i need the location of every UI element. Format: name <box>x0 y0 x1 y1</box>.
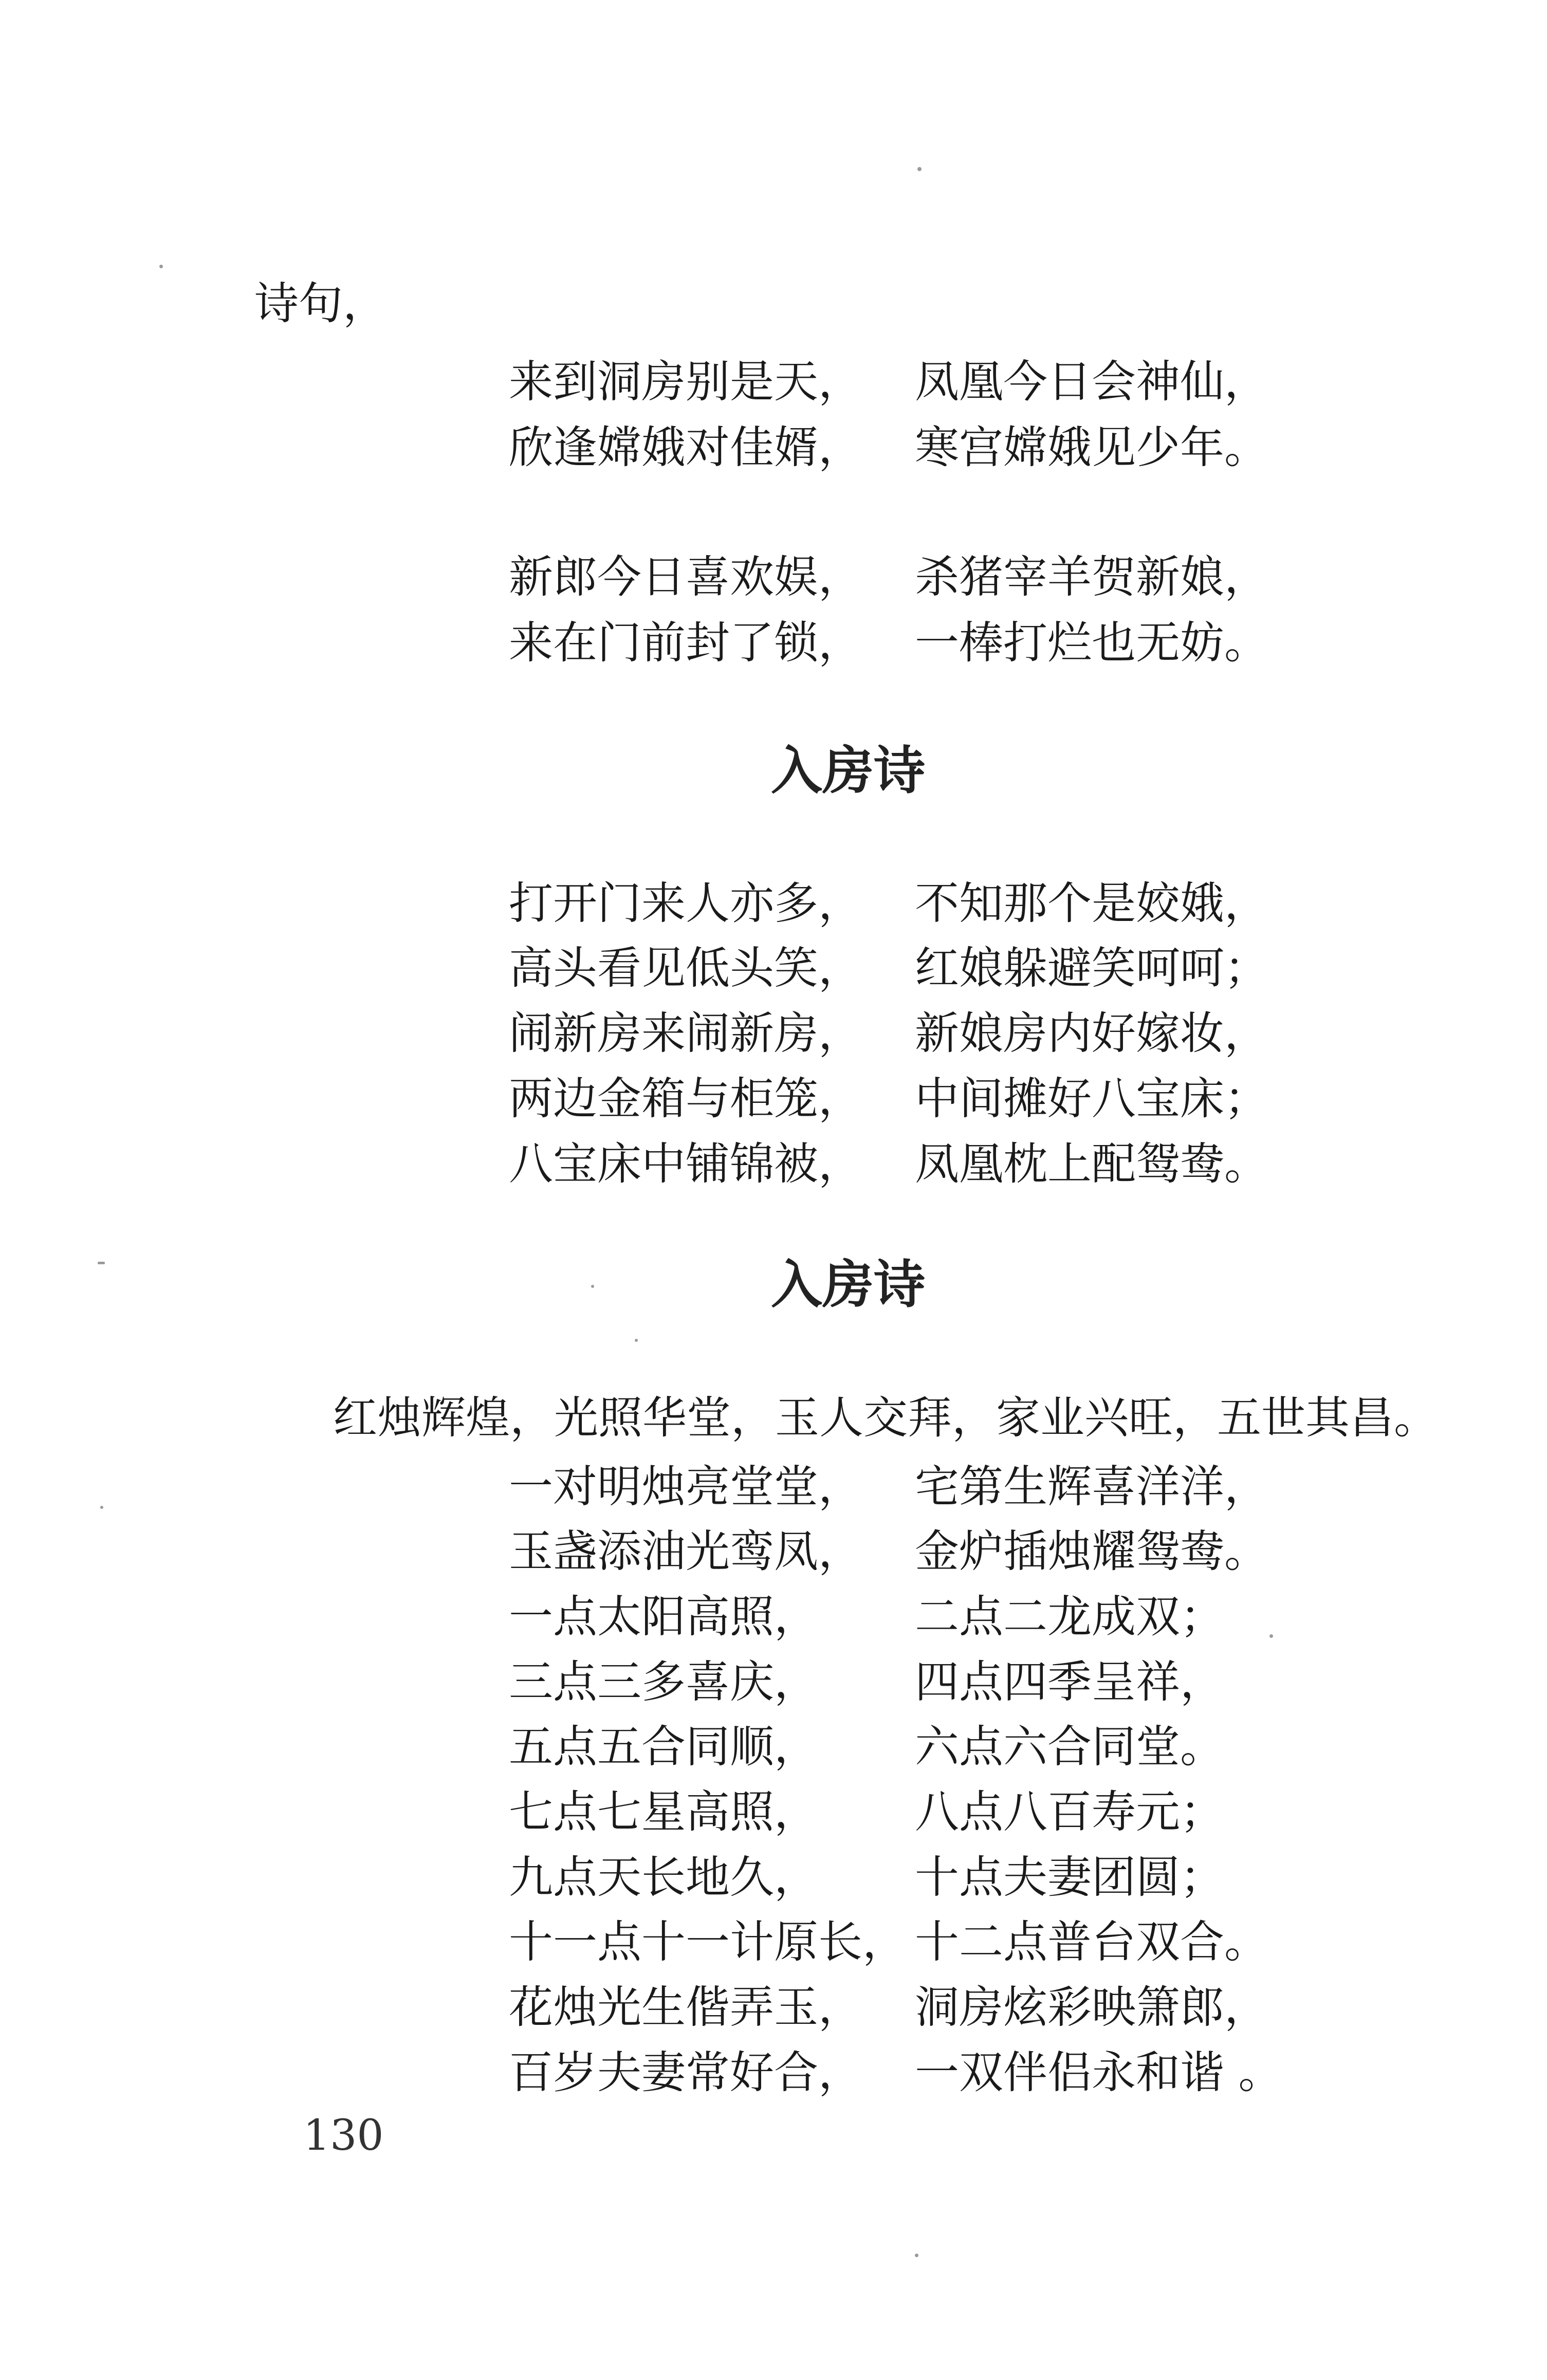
couplet-first-half: 来在门前封了锁， <box>509 617 862 669</box>
couplet-first-half: 五点五合同顺， <box>509 1721 818 1773</box>
couplet-second-half: 中间摊好八宝床； <box>915 1073 1268 1124</box>
couplet-second-half: 十二点普台双合。 <box>915 1916 1268 1968</box>
intro-text: 诗句， <box>254 278 387 329</box>
couplet-second-half: 杀猪宰羊贺新娘， <box>915 551 1268 603</box>
couplet-line <box>509 871 1331 936</box>
couplet-first-half: 百岁夫妻常好合， <box>509 2047 862 2098</box>
couplet-first-half: 八宝床中铺锦被， <box>509 1138 862 1190</box>
couplet-line <box>509 1780 1331 1844</box>
couplet-line <box>509 1001 1331 1066</box>
couplet-line <box>509 936 1331 1001</box>
couplet-second-half: 一双伴侣永和谐 。 <box>915 2047 1283 2098</box>
couplet-line <box>509 1132 1331 1196</box>
couplet-line <box>509 1454 1331 1519</box>
couplet-first-half: 一点太阳高照， <box>509 1591 818 1643</box>
couplet-second-half: 八点八百寿元； <box>915 1786 1224 1838</box>
couplet-first-half: 两边金箱与柜笼， <box>509 1073 862 1124</box>
couplet-line <box>509 1584 1331 1649</box>
section-heading: 入房诗 <box>771 1254 925 1315</box>
couplet-line <box>509 1845 1331 1910</box>
couplet-second-half: 洞房炫彩映箫郎， <box>915 1982 1268 2033</box>
couplet-first-half: 七点七星高照， <box>509 1786 818 1838</box>
couplet-line <box>509 545 1331 610</box>
couplet-line <box>509 1714 1331 1779</box>
couplet-second-half: 宅第生辉喜洋洋， <box>915 1461 1268 1512</box>
couplet-second-half: 新娘房内好嫁妆， <box>915 1008 1268 1059</box>
couplet-line <box>509 1519 1331 1584</box>
scan-speck <box>635 1339 638 1342</box>
scan-speck <box>1269 1634 1273 1638</box>
couplet-first-half: 玉盏添油光鸾凤， <box>509 1526 862 1577</box>
couplet-first-half: 欣逢嫦娥对佳婿， <box>509 422 862 473</box>
couplet-line <box>509 1910 1331 1975</box>
couplet-first-half: 九点天长地久， <box>509 1852 818 1903</box>
scan-speck <box>917 167 922 171</box>
couplet-second-half: 红娘躲避笑呵呵； <box>915 943 1268 994</box>
couplet-second-half: 金炉插烛耀鸳鸯。 <box>915 1526 1268 1577</box>
couplet-second-half: 六点六合同堂。 <box>915 1721 1224 1773</box>
couplet-second-half: 二点二龙成双； <box>915 1591 1224 1643</box>
couplet-first-half: 新郎今日喜欢娱， <box>509 551 862 603</box>
couplet-second-half: 一棒打烂也无妨。 <box>915 617 1268 669</box>
couplet-second-half: 凤凰今日会神仙， <box>915 356 1268 408</box>
scan-speck <box>100 1506 103 1509</box>
scan-speck <box>98 1262 105 1264</box>
couplet-first-half: 三点三多喜庆， <box>509 1656 818 1708</box>
couplet-first-half: 闹新房来闹新房， <box>509 1008 862 1059</box>
couplet-line <box>509 2040 1331 2105</box>
couplet-first-half: 一对明烛亮堂堂， <box>509 1461 862 1512</box>
couplet-second-half: 十点夫妻团圆； <box>915 1852 1224 1903</box>
scan-speck <box>159 265 163 268</box>
couplet-first-half: 花烛光生偕弄玉， <box>509 1982 862 2033</box>
couplet-second-half: 四点四季呈祥， <box>915 1656 1224 1708</box>
couplet-first-half: 高头看见低头笑， <box>509 943 862 994</box>
scan-speck <box>915 2254 918 2257</box>
couplet-first-half: 来到洞房别是天， <box>509 356 862 408</box>
page-number: 130 <box>303 2111 384 2160</box>
couplet-line <box>509 1066 1331 1131</box>
section-heading: 入房诗 <box>771 741 925 801</box>
couplet-line <box>509 415 1331 480</box>
couplet-line <box>509 1650 1331 1714</box>
prose-line: 红烛辉煌，光照华堂，玉人交拜，家业兴旺，五世其昌。 <box>333 1392 1438 1444</box>
couplet-second-half: 寒宫嫦娥见少年。 <box>915 422 1268 473</box>
couplet-line <box>509 1975 1331 2040</box>
couplet-second-half: 凤凰枕上配鸳鸯。 <box>915 1138 1268 1190</box>
couplet-line <box>509 611 1331 675</box>
scan-speck <box>591 1285 594 1288</box>
couplet-first-half: 十一点十一计原长， <box>509 1916 907 1968</box>
couplet-line <box>509 349 1331 414</box>
couplet-second-half: 不知那个是姣娥， <box>915 878 1268 929</box>
couplet-first-half: 打开门来人亦多， <box>509 878 862 929</box>
